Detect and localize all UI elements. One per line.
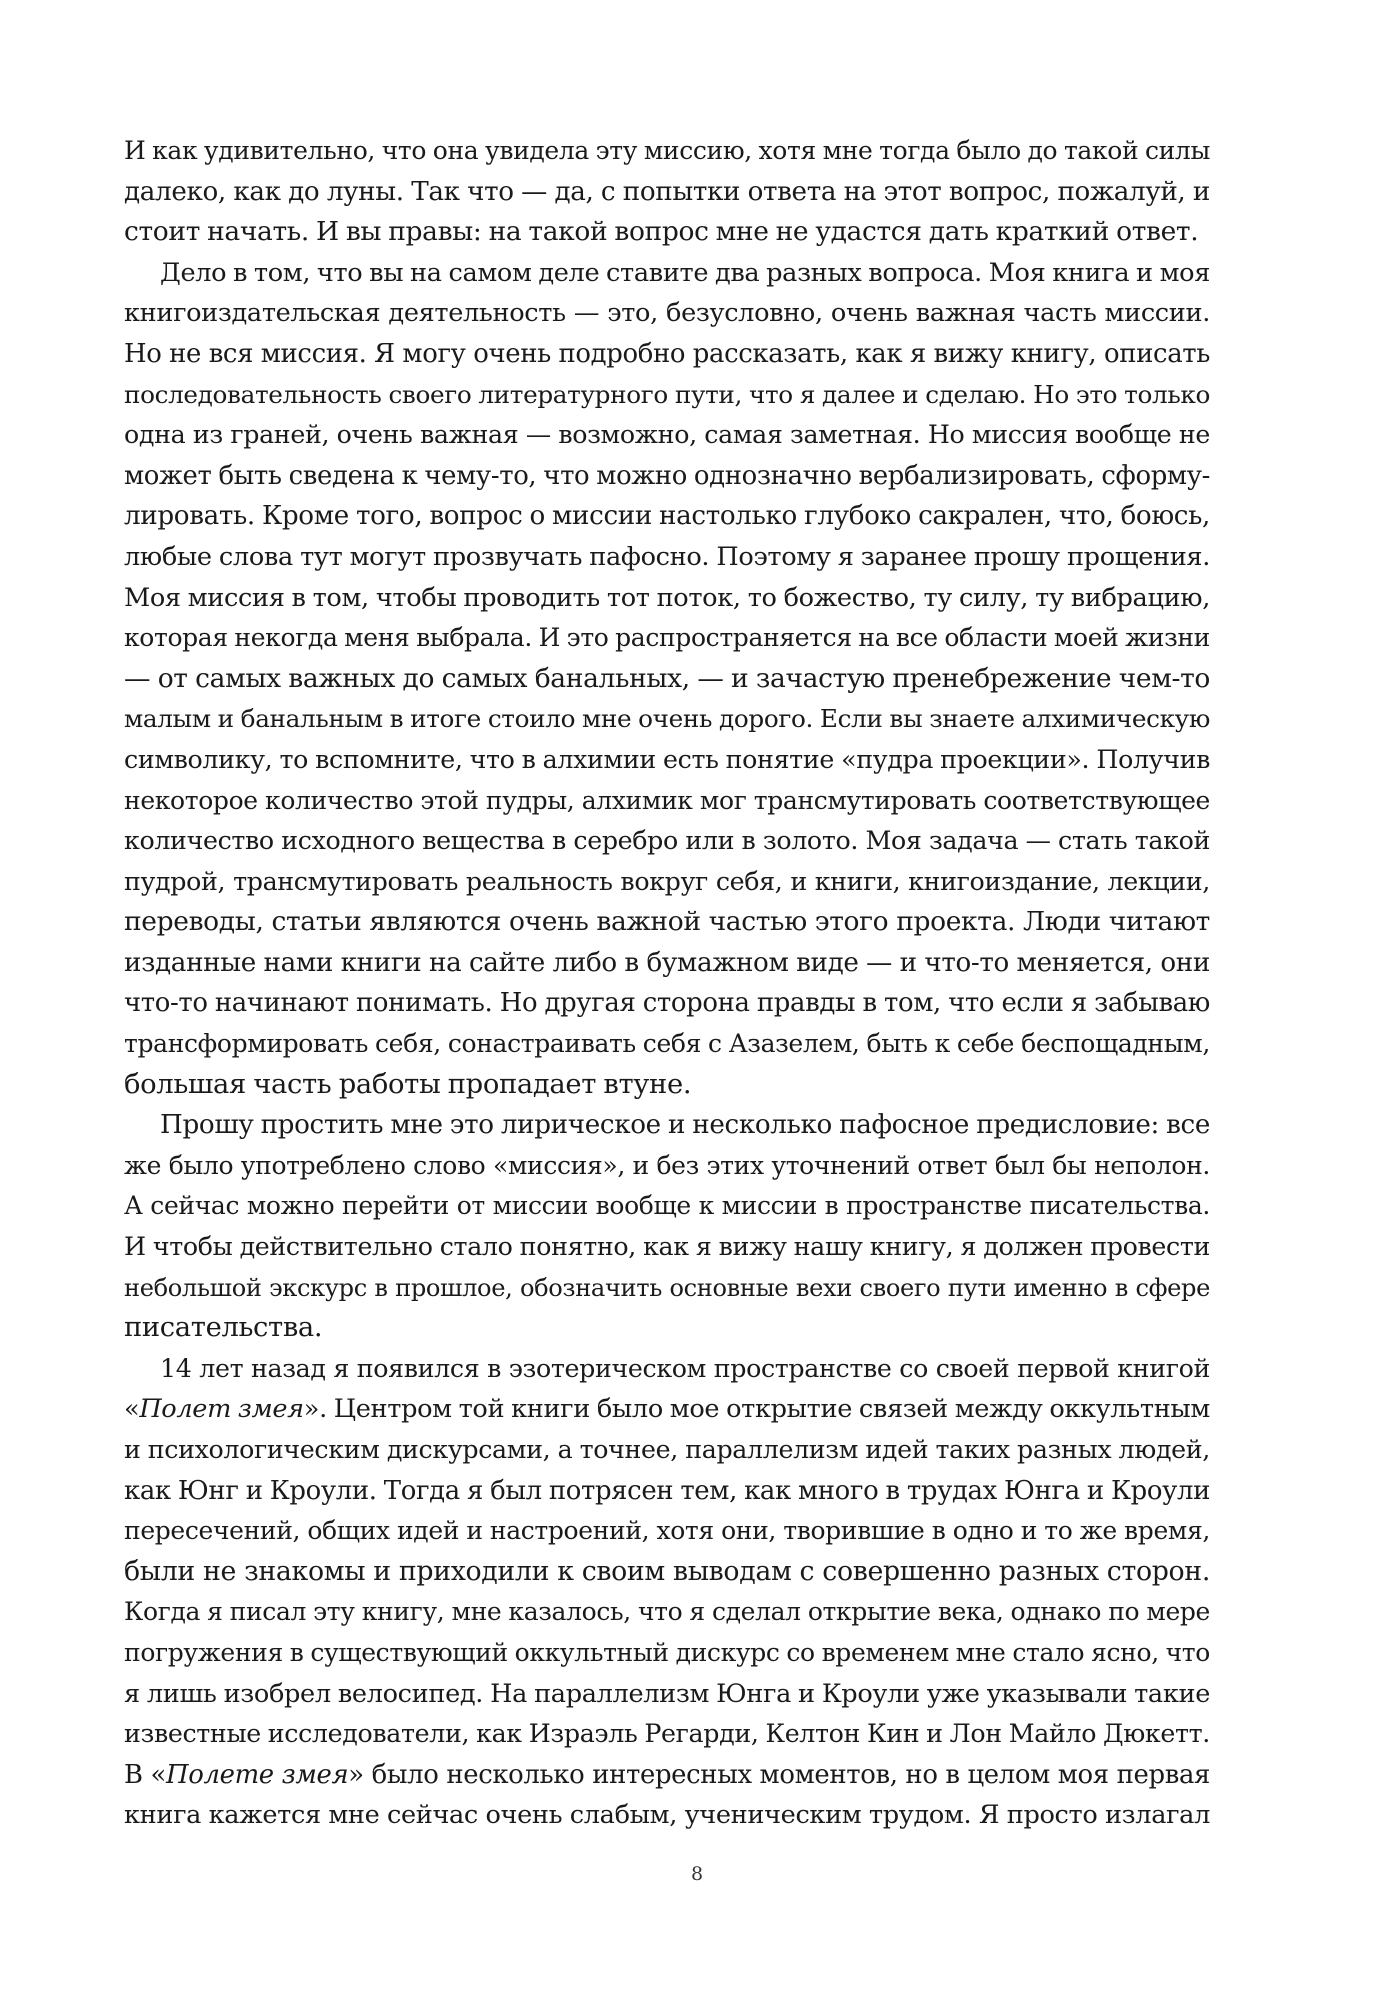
text-line: известные исследователи, как Израэль Регарди, Келтон Кин и Лон Майло Дюкетт.: [124, 1719, 1210, 1749]
text-line: книгоиздательская деятельность — это, безусловно, очень важная часть миссии.: [124, 298, 1210, 329]
text-line: и психологическим дискурсами, а точнее, параллелизм идей таких разных людей,: [124, 1435, 1210, 1464]
text-line: символику, то вспомните, что в алхимии есть понятие «пудра проекции». Получив: [124, 744, 1210, 774]
text-line: далеко, как до луны. Так что — да, с попытки ответа на этот вопрос, пожалуй, и: [124, 176, 1210, 207]
text-line: малым и банальным в итоге стоило мне очень дорого. Если вы знаете алхимическую: [124, 704, 1210, 734]
text-line: стоит начать. И вы правы: на такой вопрос мне не удастся дать краткий ответ.: [124, 216, 1199, 248]
text-line: В «Полете змея» было несколько интересных моментов, но в целом моя первая: [124, 1759, 1211, 1790]
text-line: последовательность своего литературного пути, что я далее и сделаю. Но это только: [124, 379, 1210, 409]
text-line: лировать. Кроме того, вопрос о миссии настолько глубоко сакрален, что, боюсь,: [124, 501, 1210, 532]
text-line: Когда я писал эту книгу, мне казалось, что я сделал открытие века, однако по мере: [124, 1597, 1210, 1627]
text-line: были не знакомы и приходили к своим выводам с совершенно разных сторон.: [124, 1555, 1210, 1587]
text-line: большая часть работы пропадает втуне.: [124, 1068, 692, 1100]
text-line: как Юнг и Кроули. Тогда я был потрясен тем, как много в трудах Юнга и Кроули: [124, 1475, 1210, 1506]
text-line: что-то начинают понимать. Но другая сторона правды в том, что если я забываю: [124, 988, 1210, 1019]
text-line: пересечений, общих идей и настроений, хотя они, творившие в одно и то же время,: [124, 1516, 1210, 1546]
text-line: Дело в том, что вы на самом деле ставите два разных вопроса. Моя книга и моя: [160, 257, 1210, 288]
text-line: количество исходного вещества в серебро или в золото. Моя задача — стать такой: [124, 826, 1210, 856]
text-line: И как удивительно, что она увидела эту миссию, хотя мне тогда было до такой силы: [124, 136, 1210, 165]
text-line: И чтобы действительно стало понятно, как я вижу нашу книгу, я должен провести: [124, 1232, 1210, 1262]
text-line: А сейчас можно перейти от миссии вообще к миссии в пространстве писательства.: [124, 1191, 1210, 1221]
text-line: Но не вся миссия. Я могу очень подробно рассказать, как я вижу книгу, описать: [124, 338, 1210, 369]
body-text: [124, 131, 1210, 1836]
text-line: переводы, статьи являются очень важной частью этого проекта. Люди читают: [124, 906, 1210, 938]
text-line: Прошу простить мне это лирическое и несколько пафосное предисловие: все: [160, 1110, 1210, 1141]
text-line: же было употреблено слово «миссия», и без этих уточнений ответ был бы неполон.: [124, 1150, 1210, 1180]
text-line: — от самых важных до самых банальных, — и зачастую пренебрежение чем-то: [124, 662, 1210, 694]
text-line: 14 лет назад я появился в эзотерическом пространстве со своей первой книгой: [160, 1353, 1210, 1383]
text-line: писательства.: [124, 1312, 323, 1344]
text-line: некоторое количество этой пудры, алхимик мог трансмутировать соответствующее: [124, 785, 1210, 815]
text-line: небольшой экскурс в прошлое, обозначить основные вехи своего пути именно в сфере: [124, 1273, 1210, 1302]
text-line: книга кажется мне сейчас очень слабым, ученическим трудом. Я просто излагал: [124, 1800, 1210, 1831]
text-line: «Полет змея». Центром той книги было мое открытие связей между оккультным: [124, 1394, 1210, 1425]
text-line: может быть сведена к чему-то, что можно однозначно вербализировать, сформу-: [124, 460, 1210, 491]
text-line: трансформировать себя, сонастраивать себя с Азазелем, быть к себе беспощадным,: [124, 1029, 1210, 1059]
text-line: я лишь изобрел велосипед. На параллелизм Юнга и Кроули уже указывали такие: [124, 1678, 1210, 1709]
text-line: любые слова тут могут прозвучать пафосно. Поэтому я заранее прошу прощения.: [124, 541, 1210, 572]
text-line: одна из граней, очень важная — возможно, самая заметная. Но миссия вообще не: [124, 420, 1210, 450]
text-line: изданные нами книги на сайте либо в бумажном виде — и что-то меняется, они: [124, 947, 1210, 978]
text-line: погружения в существующий оккультный дискурс со временем мне стало ясно, что: [124, 1637, 1210, 1667]
text-line: пудрой, трансмутировать реальность вокруг себя, и книги, книгоиздание, лекции,: [124, 866, 1210, 896]
text-line: которая некогда меня выбрала. И это распространяется на все области моей жизни: [124, 623, 1210, 653]
text-line: Моя миссия в том, чтобы проводить тот поток, то божество, ту силу, ту вибрацию,: [124, 582, 1210, 613]
page-number: 8: [690, 1863, 704, 1885]
